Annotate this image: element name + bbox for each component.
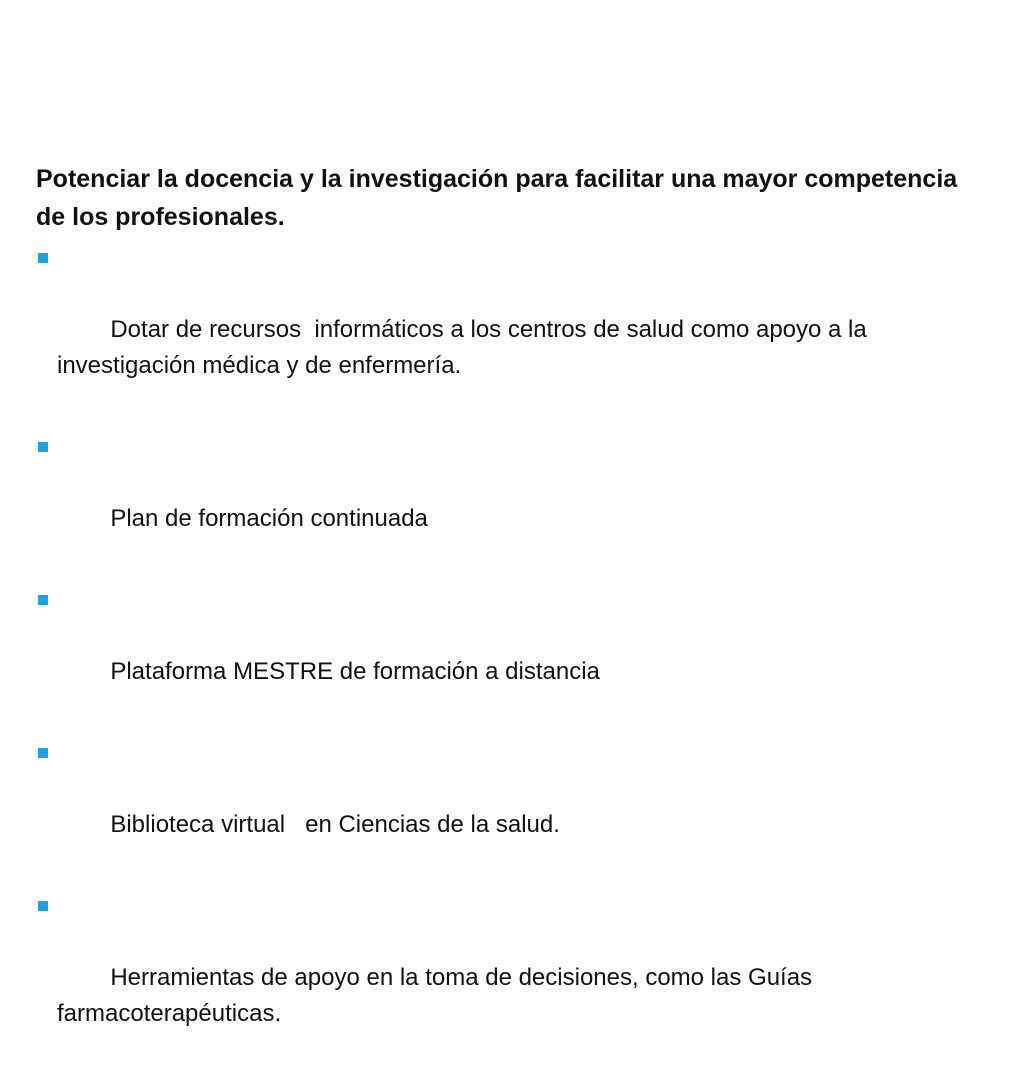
bullet-item — [36, 582, 976, 726]
bullet-item — [36, 888, 976, 1068]
bullet-text: Dotar de recursos informáticos a los centros de salud como apoyo a la investigación médica y de enfermería. — [57, 316, 874, 379]
bullet-text: Biblioteca virtual en Ciencias de la salud. — [110, 811, 560, 838]
bullet-list — [36, 240, 976, 1068]
square-bullet-icon — [38, 595, 48, 605]
bullet-item — [36, 240, 976, 420]
bullet-text: Plataforma MESTRE de formación a distancia — [110, 658, 600, 685]
bullet-text: Herramientas de apoyo en la toma de decisiones, como las Guías farmacoterapéuticas. — [57, 964, 819, 1027]
square-bullet-icon — [38, 748, 48, 758]
square-bullet-icon — [38, 442, 48, 452]
square-bullet-icon — [38, 253, 48, 263]
square-bullet-icon — [38, 901, 48, 911]
bullet-text: Plan de formación continuada — [110, 505, 428, 532]
bullet-item — [36, 735, 976, 879]
slide-heading: Potenciar la docencia y la investigación para facilitar una mayor competencia de los profesionales. — [36, 165, 958, 231]
slide-content — [36, 160, 976, 1077]
bullet-item — [36, 429, 976, 573]
